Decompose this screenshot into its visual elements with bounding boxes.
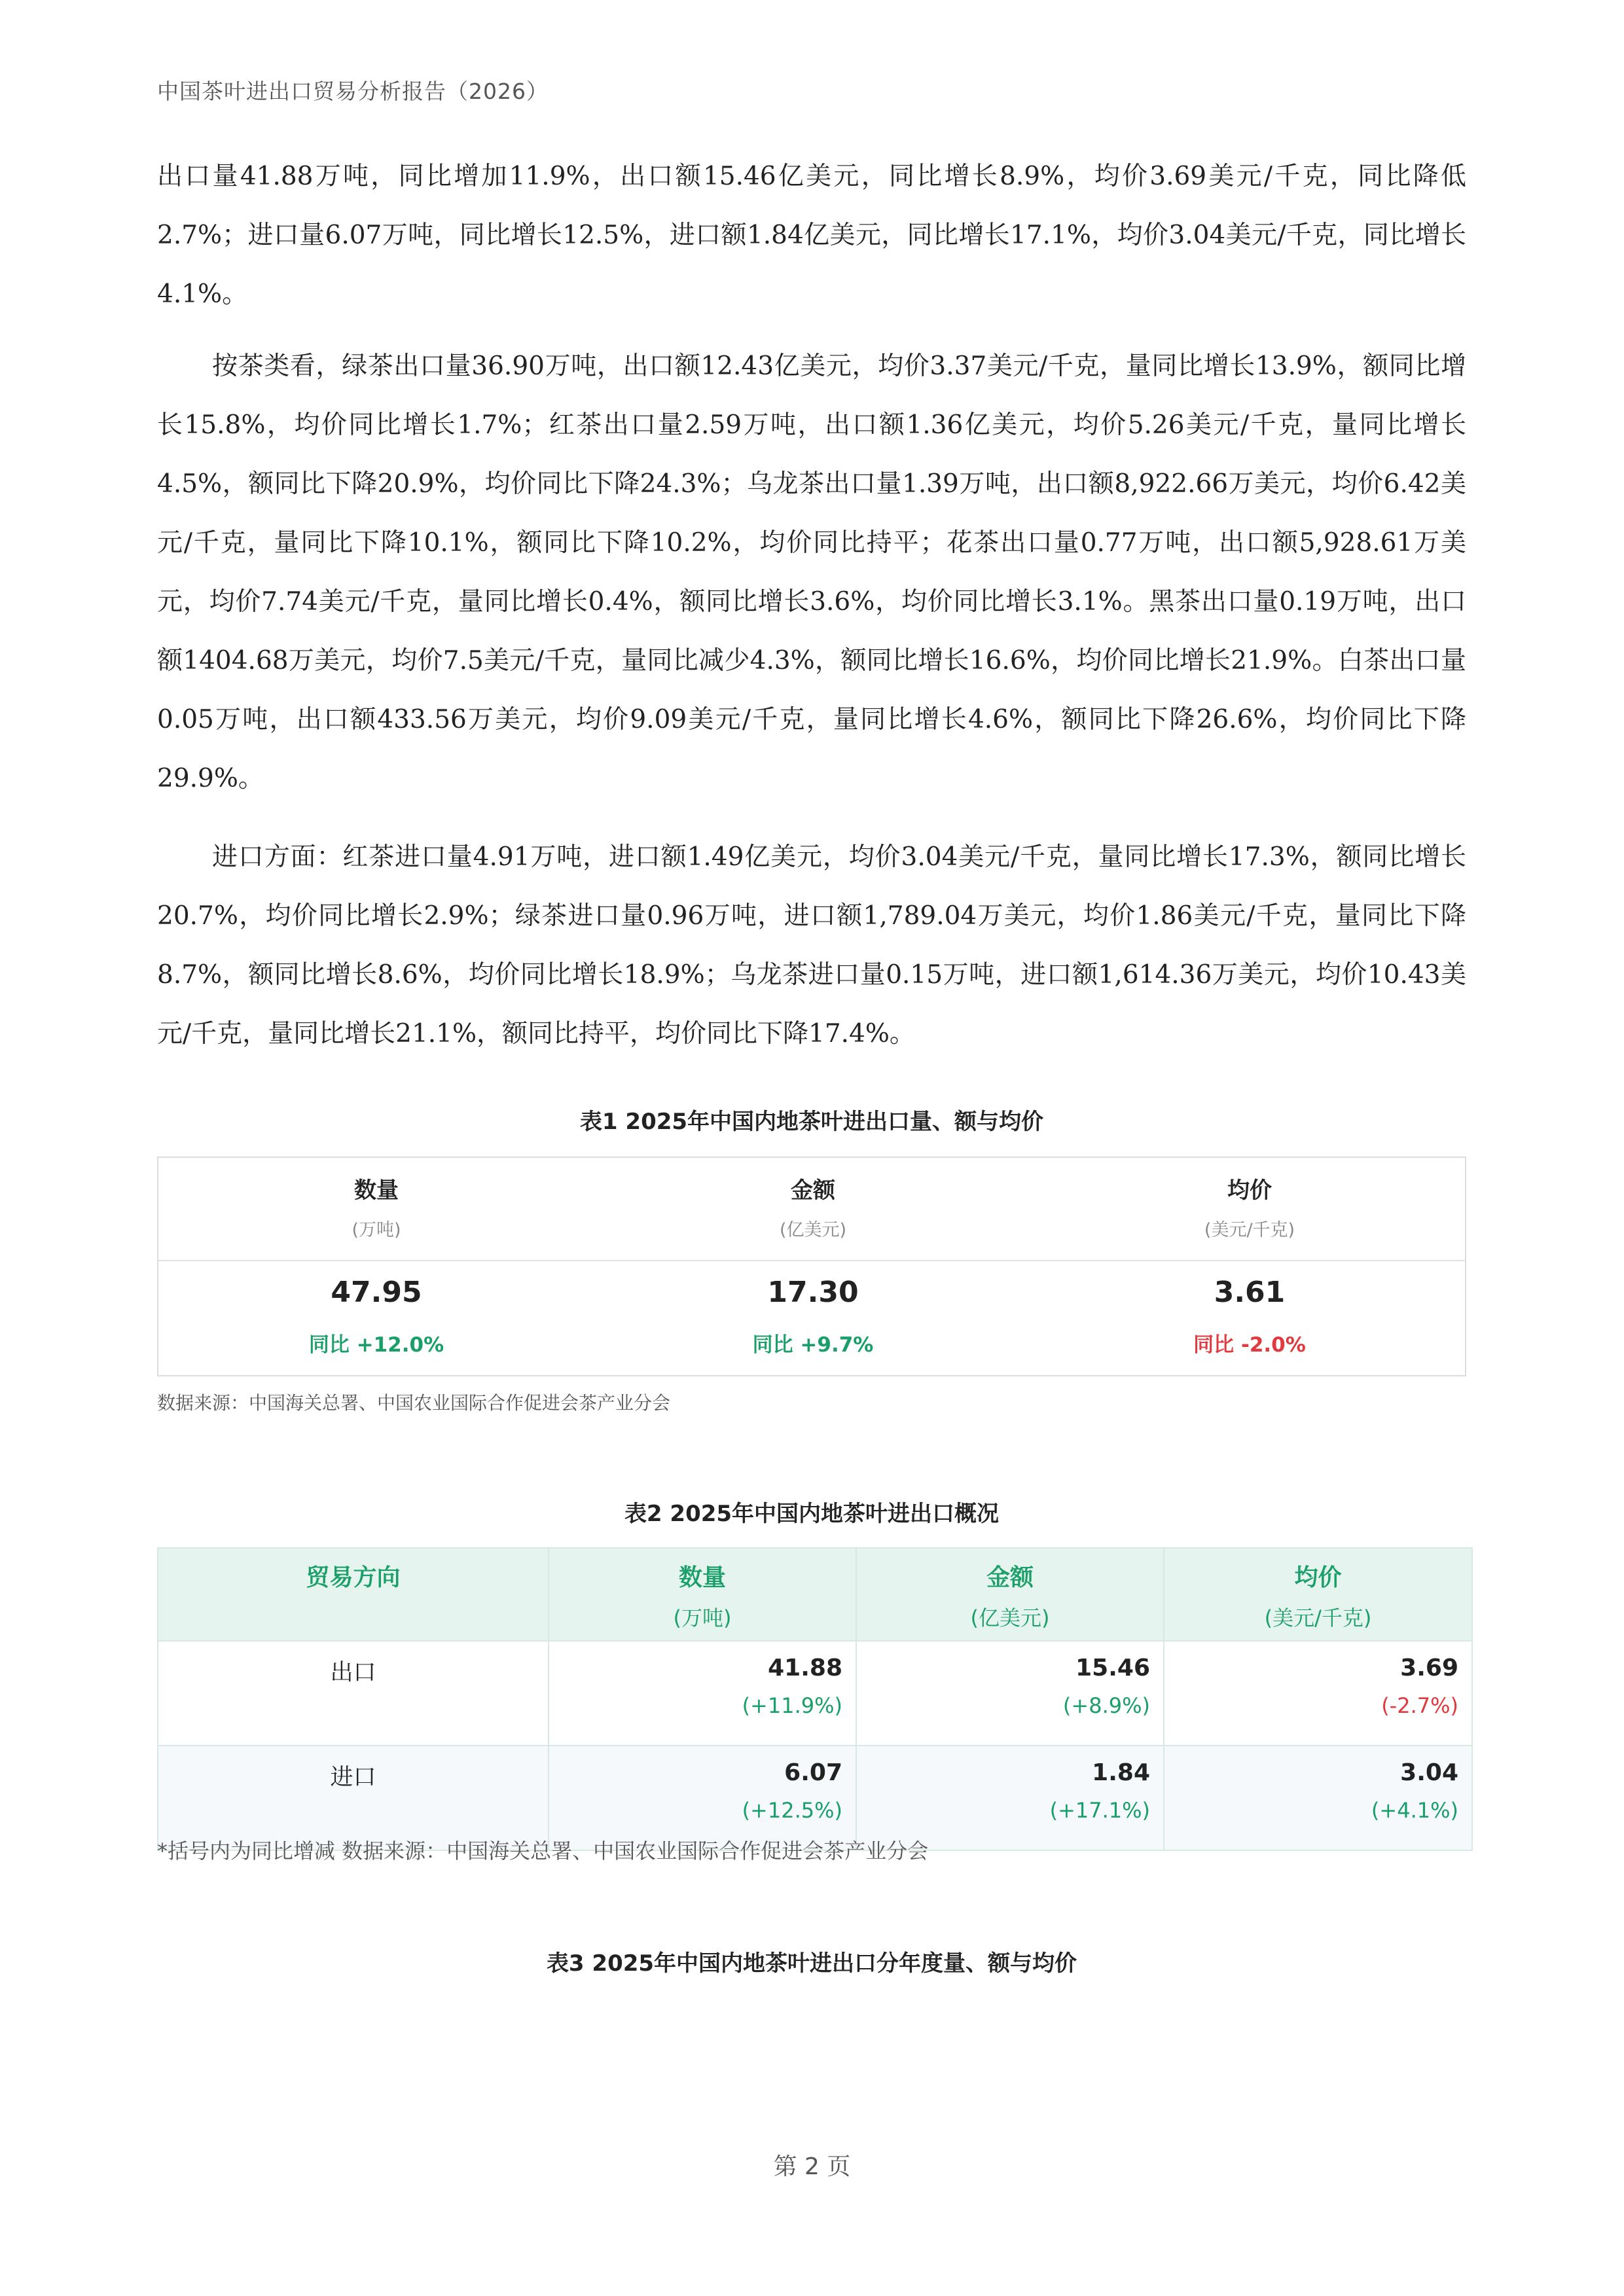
paragraph-import: 进口方面：红茶进口量4.91万吨，进口额1.49亿美元，均价3.04美元/千克，量同比增长17.3%，额同比增长20.7%，均价同比增长2.9%；绿茶进口量0.96万吨，进口额1,789.04万美元，均价1.86美元/千克，量同比下降8.7%，额同比增长8.6%，均价同比增长18.9%；乌龙茶进口量0.15万吨，进口额1,614.36万美元，均价10.43美元/千克，量同比增长21.1%，额同比持平，均价同比下降17.4%。 — [157, 842, 1466, 1049]
table1-header-row — [158, 1158, 1465, 1261]
cell-change: (+12.5%) — [742, 1798, 842, 1823]
direction-cell: 进口 — [158, 1746, 549, 1850]
table-row-export — [158, 1641, 1472, 1746]
header-quantity — [549, 1548, 856, 1641]
cell-change: (+8.9%) — [1062, 1693, 1150, 1718]
metric-value: 17.30 — [767, 1276, 859, 1309]
header-unit: (万吨) — [673, 1605, 732, 1630]
yoy-change: 同比 -2.0% — [1193, 1333, 1306, 1357]
column-label: 均价 — [1227, 1177, 1272, 1204]
table1-source: 数据来源：中国海关总署、中国农业国际合作促进会茶产业分会 — [157, 1392, 671, 1414]
running-header: 中国茶叶进出口贸易分析报告（2026） — [157, 79, 549, 104]
cell-value: 6.07 — [784, 1759, 842, 1786]
table3-caption: 表3 2025年中国内地茶叶进出口分年度量、额与均价 — [546, 1950, 1077, 1977]
paragraph-summary: 出口量41.88万吨，同比增加11.9%，出口额15.46亿美元，同比增长8.9%，均价3.69美元/千克，同比降低2.7%；进口量6.07万吨，同比增长12.5%，进口额1.84亿美元，同比增长17.1%，均价3.04美元/千克，同比增长4.1%。 — [157, 162, 1466, 309]
header-label: 金额 — [986, 1564, 1034, 1591]
table2-caption: 表2 2025年中国内地茶叶进出口概况 — [624, 1501, 1000, 1527]
amount-cell — [856, 1641, 1164, 1746]
cell-value: 3.69 — [1400, 1655, 1458, 1681]
table1-value-row — [158, 1261, 1465, 1375]
table2-overview — [157, 1547, 1473, 1851]
table1-cell-quantity — [158, 1261, 594, 1375]
table2-header-row — [158, 1548, 1472, 1641]
table1-cell-price — [1032, 1261, 1468, 1375]
yoy-change: 同比 +12.0% — [308, 1333, 444, 1357]
table1-cell-amount — [595, 1261, 1031, 1375]
header-unit: (亿美元) — [970, 1605, 1050, 1630]
metric-value: 3.61 — [1214, 1276, 1286, 1309]
table1-caption: 表1 2025年中国内地茶叶进出口量、额与均价 — [579, 1109, 1044, 1135]
header-unit: (美元/千克) — [1264, 1605, 1372, 1630]
cell-value: 15.46 — [1075, 1655, 1150, 1681]
cell-change: (+4.1%) — [1371, 1798, 1458, 1823]
column-label: 金额 — [791, 1177, 835, 1204]
column-unit: (万吨) — [352, 1220, 401, 1240]
cell-value: 41.88 — [768, 1655, 842, 1681]
header-amount — [856, 1548, 1164, 1641]
table1-header-price — [1032, 1158, 1468, 1260]
metric-value: 47.95 — [331, 1276, 422, 1309]
cell-change: (+17.1%) — [1049, 1798, 1150, 1823]
table1-header-amount — [595, 1158, 1031, 1260]
cell-change: (-2.7%) — [1381, 1693, 1458, 1718]
page-number: 第 2 页 — [773, 2153, 851, 2180]
table2-footnote: *括号内为同比增减 数据来源：中国海关总署、中国农业国际合作促进会茶产业分会 — [157, 1839, 929, 1863]
table1-header-quantity — [158, 1158, 594, 1260]
column-unit: (亿美元) — [779, 1220, 847, 1240]
cell-change: (+11.9%) — [742, 1693, 842, 1718]
price-cell — [1164, 1746, 1472, 1850]
header-direction — [158, 1548, 549, 1641]
yoy-change: 同比 +9.7% — [752, 1333, 874, 1357]
price-cell — [1164, 1641, 1472, 1746]
header-label: 均价 — [1294, 1564, 1342, 1591]
column-unit: (美元/千克) — [1204, 1220, 1295, 1240]
column-label: 数量 — [354, 1177, 399, 1204]
header-price — [1164, 1548, 1472, 1641]
paragraph-export-by-tea-type: 按茶类看，绿茶出口量36.90万吨，出口额12.43亿美元，均价3.37美元/千克，量同比增长13.9%，额同比增长15.8%，均价同比增长1.7%；红茶出口量2.59万吨，出口额1.36亿美元，均价5.26美元/千克，量同比增长4.5%，额同比下降20.9%，均价同比下降24.3%；乌龙茶出口量1.39万吨，出口额8,922.66万美元，均价6.42美元/千克，量同比下降10.1%，额同比下降10.2%，均价同比持平；花茶出口量0.77万吨，出口额5,928.61万美元，均价7.74美元/千克，量同比增长0.4%，额同比增长3.6%，均价同比增长3.1%。黑茶出口量0.19万吨，出口额1404.68万美元，均价7.5美元/千克，量同比减少4.3%，额同比增长16.6%，均价同比增长21.9%。白茶出口量0.05万吨，出口额433.56万美元，均价9.09美元/千克，量同比增长4.6%，额同比下降26.6%，均价同比下降29.9%。 — [157, 351, 1466, 793]
direction-cell: 出口 — [158, 1641, 549, 1746]
table1-summary-card — [157, 1157, 1466, 1376]
header-label: 贸易方向 — [306, 1564, 401, 1591]
quantity-cell — [549, 1641, 856, 1746]
header-label: 数量 — [678, 1564, 726, 1591]
cell-value: 1.84 — [1092, 1759, 1150, 1786]
cell-value: 3.04 — [1400, 1759, 1458, 1786]
